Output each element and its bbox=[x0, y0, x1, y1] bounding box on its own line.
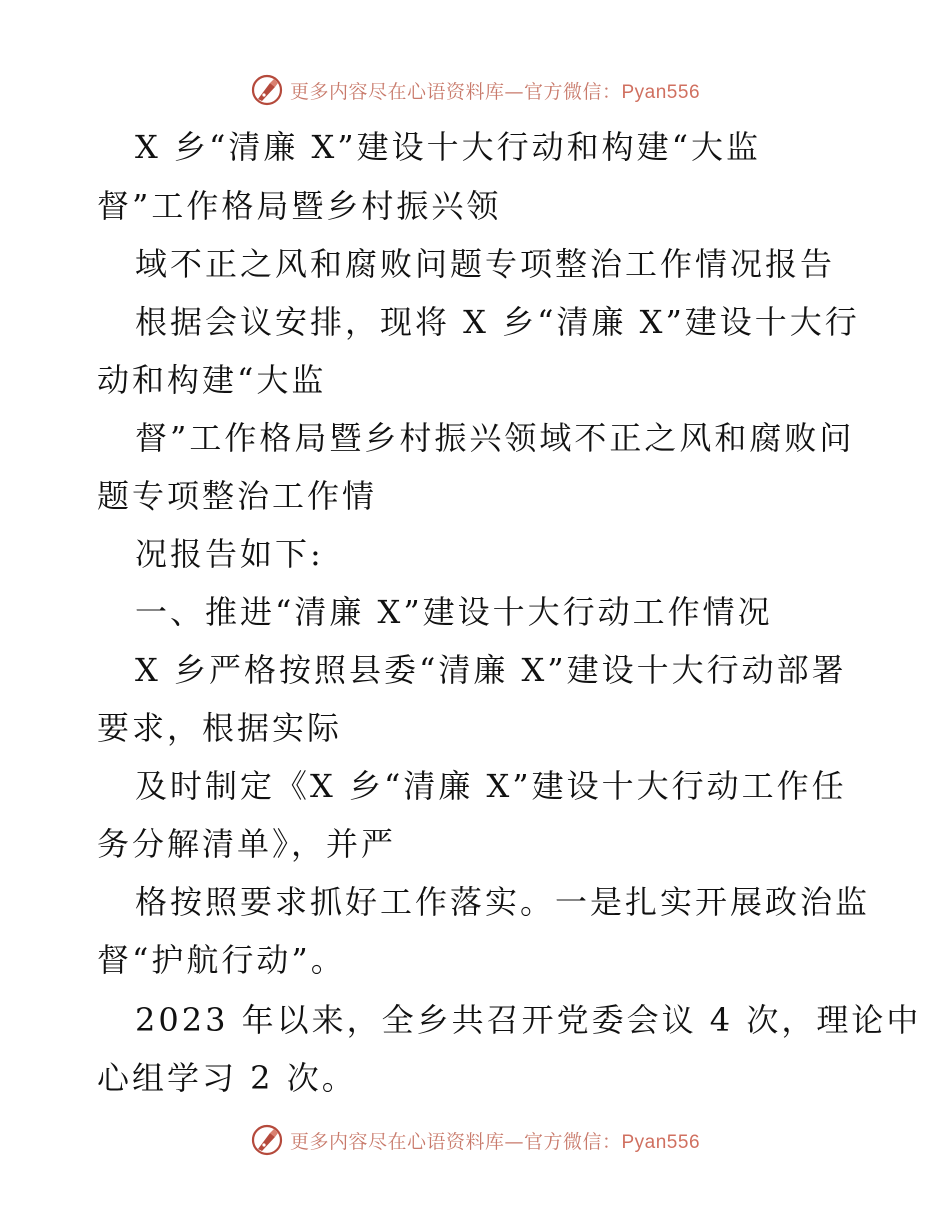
paragraph-line: X 乡严格按照县委“清廉 X”建设十大行动部署 bbox=[135, 651, 847, 689]
banner-wechat-label: 官方微信： bbox=[523, 1130, 622, 1153]
banner-wechat-id: Pyan556 bbox=[621, 1131, 701, 1153]
title-line-3: 域不正之风和腐败问题专项整治工作情况报告 bbox=[135, 245, 836, 283]
banner-wechat-id: Pyan556 bbox=[621, 81, 701, 103]
paragraph-line: 动和构建“大监 bbox=[97, 361, 327, 399]
banner-site-name: 更多内容尽在心语资料库 bbox=[289, 1130, 505, 1153]
paragraph-line: 督”工作格局暨乡村振兴领域不正之风和腐败问 bbox=[135, 419, 855, 457]
section-heading: 一、推进“清廉 X”建设十大行动工作情况 bbox=[135, 593, 773, 631]
paragraph-line: 心组学习 2 次。 bbox=[97, 1059, 357, 1097]
banner-separator: — bbox=[504, 1130, 524, 1153]
title-line-2: 督”工作格局暨乡村振兴领 bbox=[97, 187, 502, 225]
paragraph-line: 要求，根据实际 bbox=[97, 709, 343, 747]
paragraph-line: 务分解清单》，并严 bbox=[97, 825, 397, 863]
banner-site-name: 更多内容尽在心语资料库 bbox=[289, 80, 505, 103]
banner-text bbox=[290, 1127, 700, 1154]
paragraph-line: 2023 年以来，全乡共召开党委会议 4 次，理论中 bbox=[135, 1001, 922, 1039]
paragraph-line: 题专项整治工作情 bbox=[97, 477, 378, 515]
pen-nib-logo-icon bbox=[250, 1123, 284, 1157]
paragraph-line: 况报告如下: bbox=[135, 535, 324, 573]
paragraph-line: 格按照要求抓好工作落实。一是扎实开展政治监 bbox=[135, 883, 871, 921]
footer-banner bbox=[0, 1120, 950, 1160]
banner-separator: — bbox=[504, 80, 524, 103]
title-line-1: X 乡“清廉 X”建设十大行动和构建“大监 bbox=[135, 128, 761, 166]
paragraph-line: 督“护航行动”。 bbox=[97, 941, 346, 979]
banner-wechat-label: 官方微信： bbox=[523, 80, 622, 103]
paragraph-line: 及时制定《X 乡“清廉 X”建设十大行动工作任 bbox=[135, 767, 847, 805]
paragraph-line: 根据会议安排，现将 X 乡“清廉 X”建设十大行 bbox=[135, 303, 860, 341]
